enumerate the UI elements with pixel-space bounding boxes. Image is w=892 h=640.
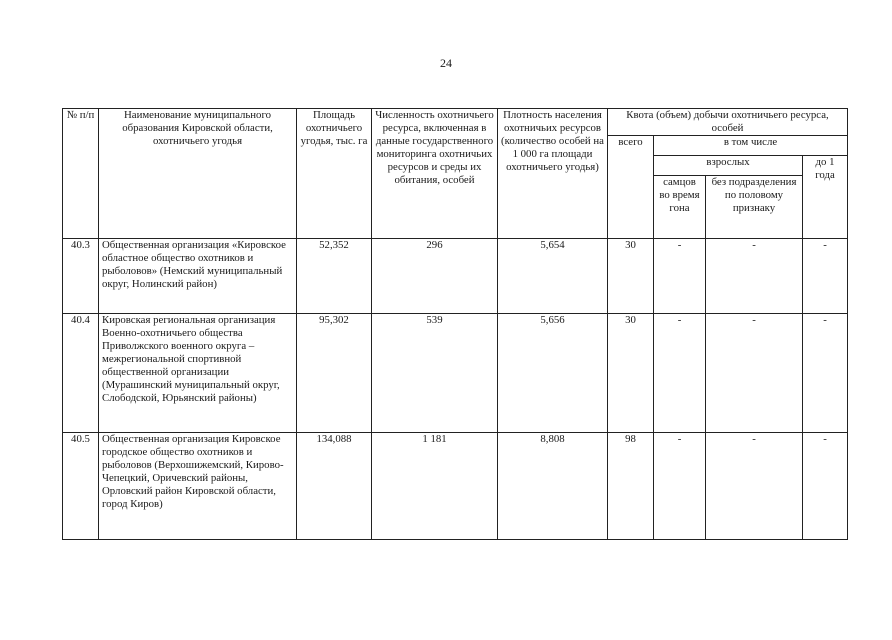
row-males: - [654, 239, 706, 314]
row-name: Кировская региональная организация Военно-охотничьего общества Приволжского военного округа – межрегиональной спортивной общественной организации (Мурашинский муниципальный округ, Слободской, Юрьянский районы) [99, 314, 297, 433]
header-total: всего [608, 136, 654, 239]
row-area: 134,088 [297, 433, 372, 540]
row-density: 5,654 [498, 239, 608, 314]
row-population: 296 [372, 239, 498, 314]
header-density: Плотность населения охотничьих ресурсов (количество особей на 1 000 га площади охотничьего угодья) [498, 109, 608, 239]
row-under-one: - [803, 239, 848, 314]
row-under-one: - [803, 433, 848, 540]
row-area: 95,302 [297, 314, 372, 433]
row-no-sex: - [706, 314, 803, 433]
quota-table [62, 108, 848, 540]
row-total: 30 [608, 314, 654, 433]
header-area: Площадь охотничьего угодья, тыс. га [297, 109, 372, 239]
row-males: - [654, 314, 706, 433]
header-under-one: до 1 года [803, 156, 848, 239]
row-population: 1 181 [372, 433, 498, 540]
table-row [63, 314, 848, 433]
header-population: Численность охотничьего ресурса, включенная в данные государственного мониторинга охотничьих ресурсов и среды их обитания, особей [372, 109, 498, 239]
row-under-one: - [803, 314, 848, 433]
header-name: Наименование муниципального образования Кировской области, охотничьего угодья [99, 109, 297, 239]
row-population: 539 [372, 314, 498, 433]
row-name: Общественная организация Кировское городское общество охотников и рыболовов (Верхошижемский, Кирово-Чепецкий, Оричевский районы, Орловский район Кировской области, город Киров) [99, 433, 297, 540]
row-no: 40.5 [63, 433, 99, 540]
page-number: 24 [440, 56, 452, 70]
header-quota: Квота (объем) добычи охотничьего ресурса, особей [608, 109, 848, 136]
row-no-sex: - [706, 239, 803, 314]
row-males: - [654, 433, 706, 540]
header-including: в том числе [654, 136, 848, 156]
table-row [63, 433, 848, 540]
row-no: 40.4 [63, 314, 99, 433]
row-total: 30 [608, 239, 654, 314]
row-total: 98 [608, 433, 654, 540]
header-no-sex-division: без подразделения по половому признаку [706, 176, 803, 239]
row-no: 40.3 [63, 239, 99, 314]
header-males: самцов во время гона [654, 176, 706, 239]
header-adults: взрослых [654, 156, 803, 176]
row-name: Общественная организация «Кировское областное общество охотников и рыболовов» (Немский муниципальный округ, Нолинский район) [99, 239, 297, 314]
header-no: № п/п [63, 109, 99, 239]
table-row [63, 239, 848, 314]
row-density: 5,656 [498, 314, 608, 433]
row-no-sex: - [706, 433, 803, 540]
row-area: 52,352 [297, 239, 372, 314]
row-density: 8,808 [498, 433, 608, 540]
